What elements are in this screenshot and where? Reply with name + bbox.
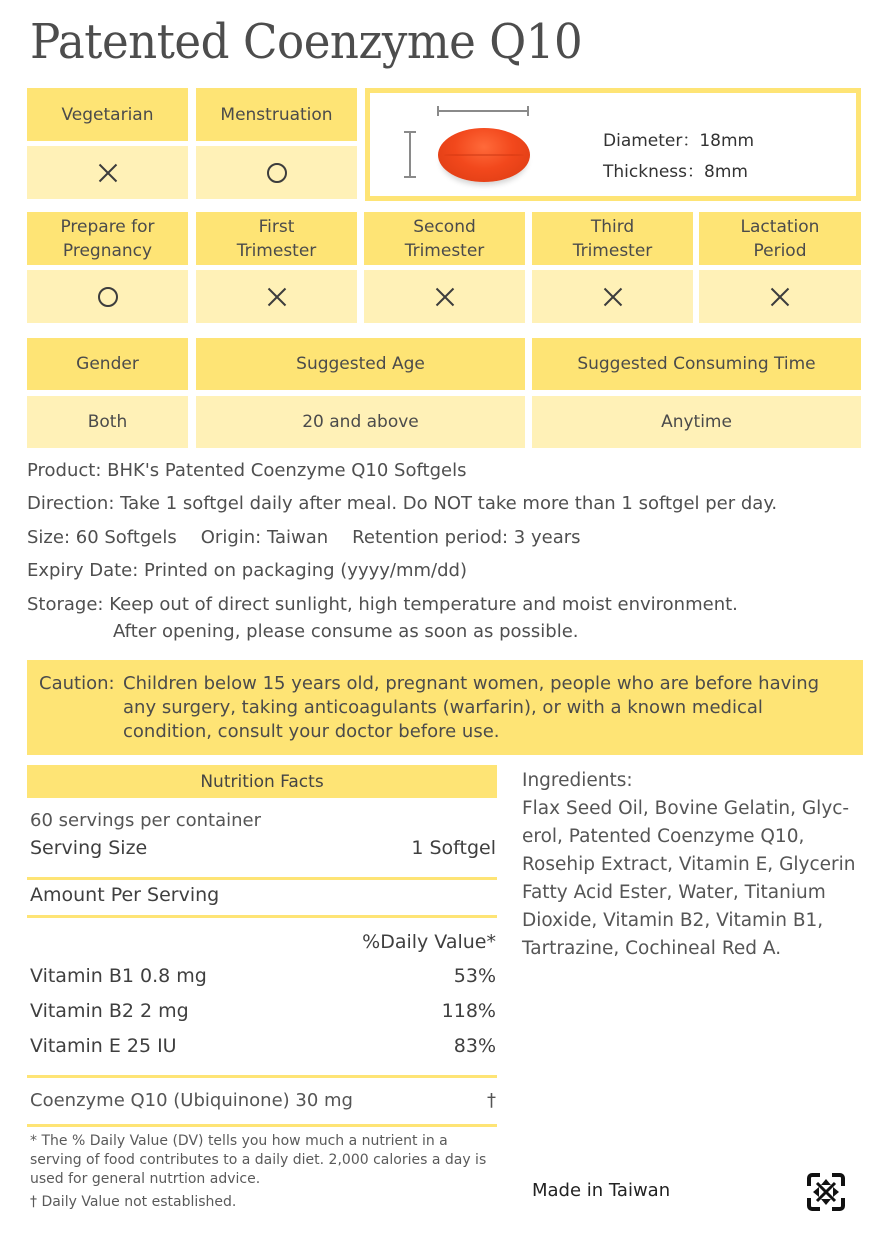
header-line: Third	[590, 216, 635, 237]
made-in-taiwan: Made in Taiwan	[532, 1180, 671, 1201]
coq10-name: Coenzyme Q10 (Ubiquinone) 30 mg	[30, 1090, 353, 1111]
direction-line: Direction: Take 1 softgel daily after meal. Do NOT take more than 1 softgel per day.	[27, 493, 778, 514]
caution-text: Children below 15 years old, pregnant women, people who are before having any surgery, taking anticoagulants (warfarin), or with a known medical condition, consult your doctor before use.	[123, 673, 820, 742]
diameter-text: Diameter：18mm	[603, 131, 755, 151]
lactation-value	[699, 270, 861, 323]
expiry-line: Expiry Date: Printed on packaging (yyyy/mm/dd)	[27, 560, 467, 581]
prepare-pregnancy-header	[27, 212, 188, 265]
product-line: Product: BHK's Patented Coenzyme Q10 Softgels	[27, 460, 467, 481]
retention-text: Retention period: 3 years	[352, 527, 581, 548]
header-line: First	[258, 216, 295, 237]
first-trimester-header	[196, 212, 357, 265]
cross-icon	[435, 287, 455, 307]
size-text: Size: 60 Softgels	[27, 527, 177, 548]
ingredients-block	[522, 767, 867, 963]
prepare-pregnancy-value	[27, 270, 188, 323]
third-trimester-value	[532, 270, 693, 323]
amount-per-serving	[30, 884, 496, 906]
first-trimester-value	[196, 270, 357, 323]
nutrient-row	[30, 965, 496, 987]
header-line: Lactation	[740, 216, 820, 237]
cross-icon	[267, 287, 287, 307]
nutrient-name: Vitamin E 25 IU	[30, 1035, 177, 1057]
divider	[27, 1124, 497, 1127]
coq10-row	[30, 1090, 496, 1111]
divider	[27, 1075, 497, 1078]
ingredients-label: Ingredients:	[522, 770, 633, 791]
servings-text: 60 servings per container	[30, 810, 261, 831]
consuming-time-header: Suggested Consuming Time	[532, 338, 861, 390]
nutrient-dv: 118%	[441, 1000, 496, 1022]
second-trimester-header	[364, 212, 525, 265]
nutrient-dv: 83%	[453, 1035, 496, 1057]
caution-box	[27, 660, 863, 755]
thickness-ruler-icon	[409, 131, 411, 178]
coq10-dv: †	[487, 1090, 496, 1111]
caution-label: Caution:	[39, 673, 115, 694]
second-trimester-value	[364, 270, 525, 323]
nutrient-row	[30, 1000, 496, 1022]
nutrient-dv: 53%	[453, 965, 496, 987]
serving-size-row	[30, 837, 496, 859]
divider	[27, 877, 497, 880]
header-line: Period	[753, 240, 807, 261]
suggested-age-header: Suggested Age	[196, 338, 525, 390]
amount-per-serving-label: Amount Per Serving	[30, 884, 220, 906]
cross-icon	[98, 163, 118, 183]
cross-icon	[603, 287, 623, 307]
cross-icon	[770, 287, 790, 307]
thickness-text: Thickness：8mm	[603, 162, 748, 182]
serving-size-label: Serving Size	[30, 837, 148, 859]
gender-header: Gender	[27, 338, 188, 390]
header-line: Trimester	[572, 240, 653, 261]
storage-line: Storage: Keep out of direct sunlight, high temperature and moist environment.	[27, 594, 738, 615]
circle-icon	[98, 287, 118, 307]
nutrient-row	[30, 1035, 496, 1057]
lactation-header	[699, 212, 861, 265]
serving-size-value: 1 Softgel	[411, 837, 496, 859]
nutrient-name: Vitamin B2 2 mg	[30, 1000, 189, 1022]
menstruation-header: Menstruation	[196, 88, 357, 141]
page-title: Patented Coenzyme Q10	[30, 14, 583, 70]
header-line: Pregnancy	[62, 240, 153, 261]
servings-per-container	[30, 810, 496, 831]
header-line: Trimester	[236, 240, 317, 261]
circle-icon	[267, 163, 287, 183]
daily-value-header-row	[30, 931, 496, 953]
menstruation-value	[196, 146, 357, 199]
softgel-image	[438, 128, 530, 182]
storage-line-2: After opening, please consume as soon as possible.	[113, 621, 579, 642]
size-origin-line	[27, 526, 581, 550]
ingredients-text: Flax Seed Oil, Bovine Gelatin, Glyc- erol, Patented Coenzyme Q10, Rosehip Extract, Vitamin E, Glycerin Fatty Acid Ester, Water, Titanium Dioxide, Vitamin B2, Vitamin B1, Tartrazine, Cochineal Red A.	[522, 798, 856, 959]
recycle-icon	[807, 1173, 845, 1211]
diameter-ruler-icon	[437, 110, 529, 112]
daily-value-header: %Daily Value*	[362, 931, 496, 953]
header-line: Prepare for	[60, 216, 155, 237]
header-line: Trimester	[404, 240, 485, 261]
vegetarian-value	[27, 146, 188, 199]
origin-text: Origin: Taiwan	[200, 527, 329, 548]
suggested-age-value: 20 and above	[196, 396, 525, 448]
nutrient-name: Vitamin B1 0.8 mg	[30, 965, 207, 987]
header-line: Second	[413, 216, 476, 237]
dv-footnote: * The % Daily Value (DV) tells you how much a nutrient in a serving of food contributes to a daily diet. 2,000 calories a day is used for general nutrtion advice.	[30, 1133, 487, 1187]
divider	[27, 915, 497, 918]
dagger-footnote: † Daily Value not established.	[30, 1194, 237, 1210]
nutrition-facts-header: Nutrition Facts	[27, 765, 497, 798]
vegetarian-header: Vegetarian	[27, 88, 188, 141]
gender-value: Both	[27, 396, 188, 448]
third-trimester-header	[532, 212, 693, 265]
consuming-time-value: Anytime	[532, 396, 861, 448]
